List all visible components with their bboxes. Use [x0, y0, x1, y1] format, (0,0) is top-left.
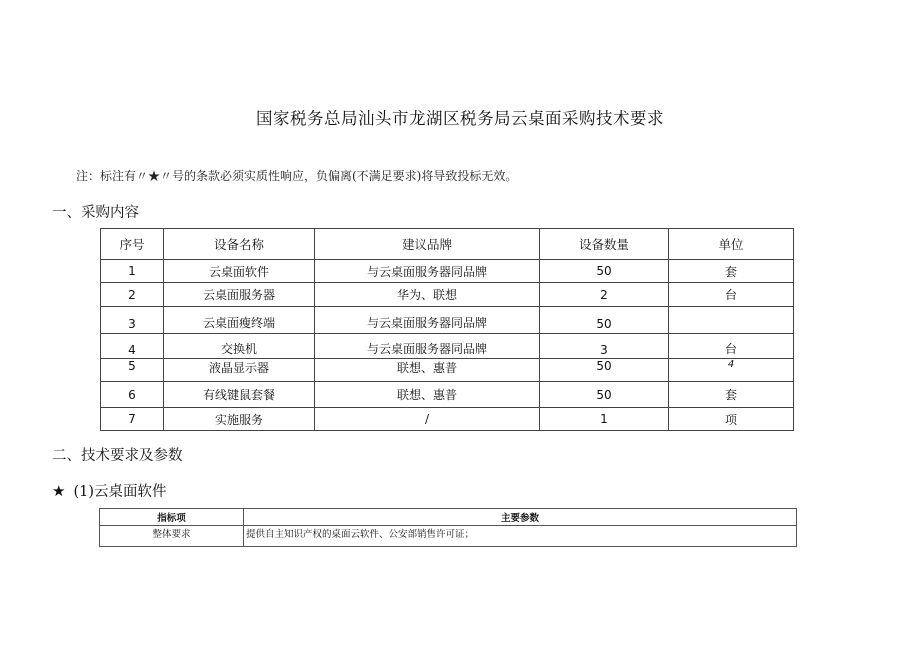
cell-brand: 联想、惠普 [315, 382, 540, 408]
header-no: 序号 [101, 229, 164, 260]
cell-unit: 4 [669, 359, 794, 382]
cell-no: 1 [101, 260, 164, 283]
table-row [101, 334, 794, 359]
cell-param: 提供自主知识产权的桌面云软件、公安部销售许可证； [244, 526, 797, 547]
cell-no: 6 [101, 382, 164, 408]
table-row [101, 408, 794, 431]
section-heading-procurement: 一、采购内容 [52, 205, 139, 221]
cell-qty: 50 [540, 307, 669, 334]
header-name: 设备名称 [164, 229, 315, 260]
header-param: 主要参数 [244, 509, 797, 526]
cell-brand: / [315, 408, 540, 431]
header-item: 指标项 [100, 509, 244, 526]
section-heading-tech: 二、技术要求及参数 [52, 448, 183, 464]
table-header-row [100, 509, 797, 526]
cell-unit: 台 [669, 334, 794, 359]
cell-qty: 3 [540, 334, 669, 359]
cell-name: 云桌面瘦终端 [164, 307, 315, 334]
table-row [101, 359, 794, 382]
cell-no: 3 [101, 307, 164, 334]
table-header-row [101, 229, 794, 260]
cell-unit: 项 [669, 408, 794, 431]
cell-unit: 台 [669, 283, 794, 307]
table-row [101, 307, 794, 334]
table-row [101, 260, 794, 283]
document-title: 国家税务总局汕头市龙湖区税务局云桌面采购技术要求 [256, 109, 664, 128]
cell-name: 有线键鼠套餐 [164, 382, 315, 408]
cell-brand: 华为、联想 [315, 283, 540, 307]
cell-qty: 50 [540, 382, 669, 408]
cell-name: 液晶显示器 [164, 359, 315, 382]
cell-brand: 联想、惠普 [315, 359, 540, 382]
cell-no: 4 [101, 334, 164, 359]
cell-brand: 与云桌面服务器同品牌 [315, 334, 540, 359]
header-qty: 设备数量 [540, 229, 669, 260]
cell-name: 实施服务 [164, 408, 315, 431]
subsection-label: (1)云桌面软件 [73, 484, 167, 500]
tech-table [99, 508, 797, 547]
cell-name: 云桌面软件 [164, 260, 315, 283]
cell-qty: 2 [540, 283, 669, 307]
cell-unit [669, 307, 794, 334]
table-row [100, 526, 797, 547]
cell-brand: 与云桌面服务器同品牌 [315, 260, 540, 283]
cell-no: 7 [101, 408, 164, 431]
table-row [101, 283, 794, 307]
cell-no: 2 [101, 283, 164, 307]
cell-unit: 套 [669, 382, 794, 408]
cell-no: 5 [101, 359, 164, 382]
cell-item: 整体要求 [100, 526, 244, 547]
cell-brand: 与云桌面服务器同品牌 [315, 307, 540, 334]
header-unit: 单位 [669, 229, 794, 260]
cell-qty: 50 [540, 260, 669, 283]
cell-qty: 50 [540, 359, 669, 382]
table-row [101, 382, 794, 408]
cell-name: 云桌面服务器 [164, 283, 315, 307]
cell-unit: 套 [669, 260, 794, 283]
cell-qty: 1 [540, 408, 669, 431]
subsection-heading [52, 480, 167, 501]
cell-name: 交换机 [164, 334, 315, 359]
note-text: 注：标注有〃★〃号的条款必须实质性响应，负偏离(不满足要求)将导致投标无效。 [76, 169, 518, 183]
procurement-table [100, 228, 794, 431]
header-brand: 建议品牌 [315, 229, 540, 260]
star-icon: ★ [52, 482, 66, 500]
